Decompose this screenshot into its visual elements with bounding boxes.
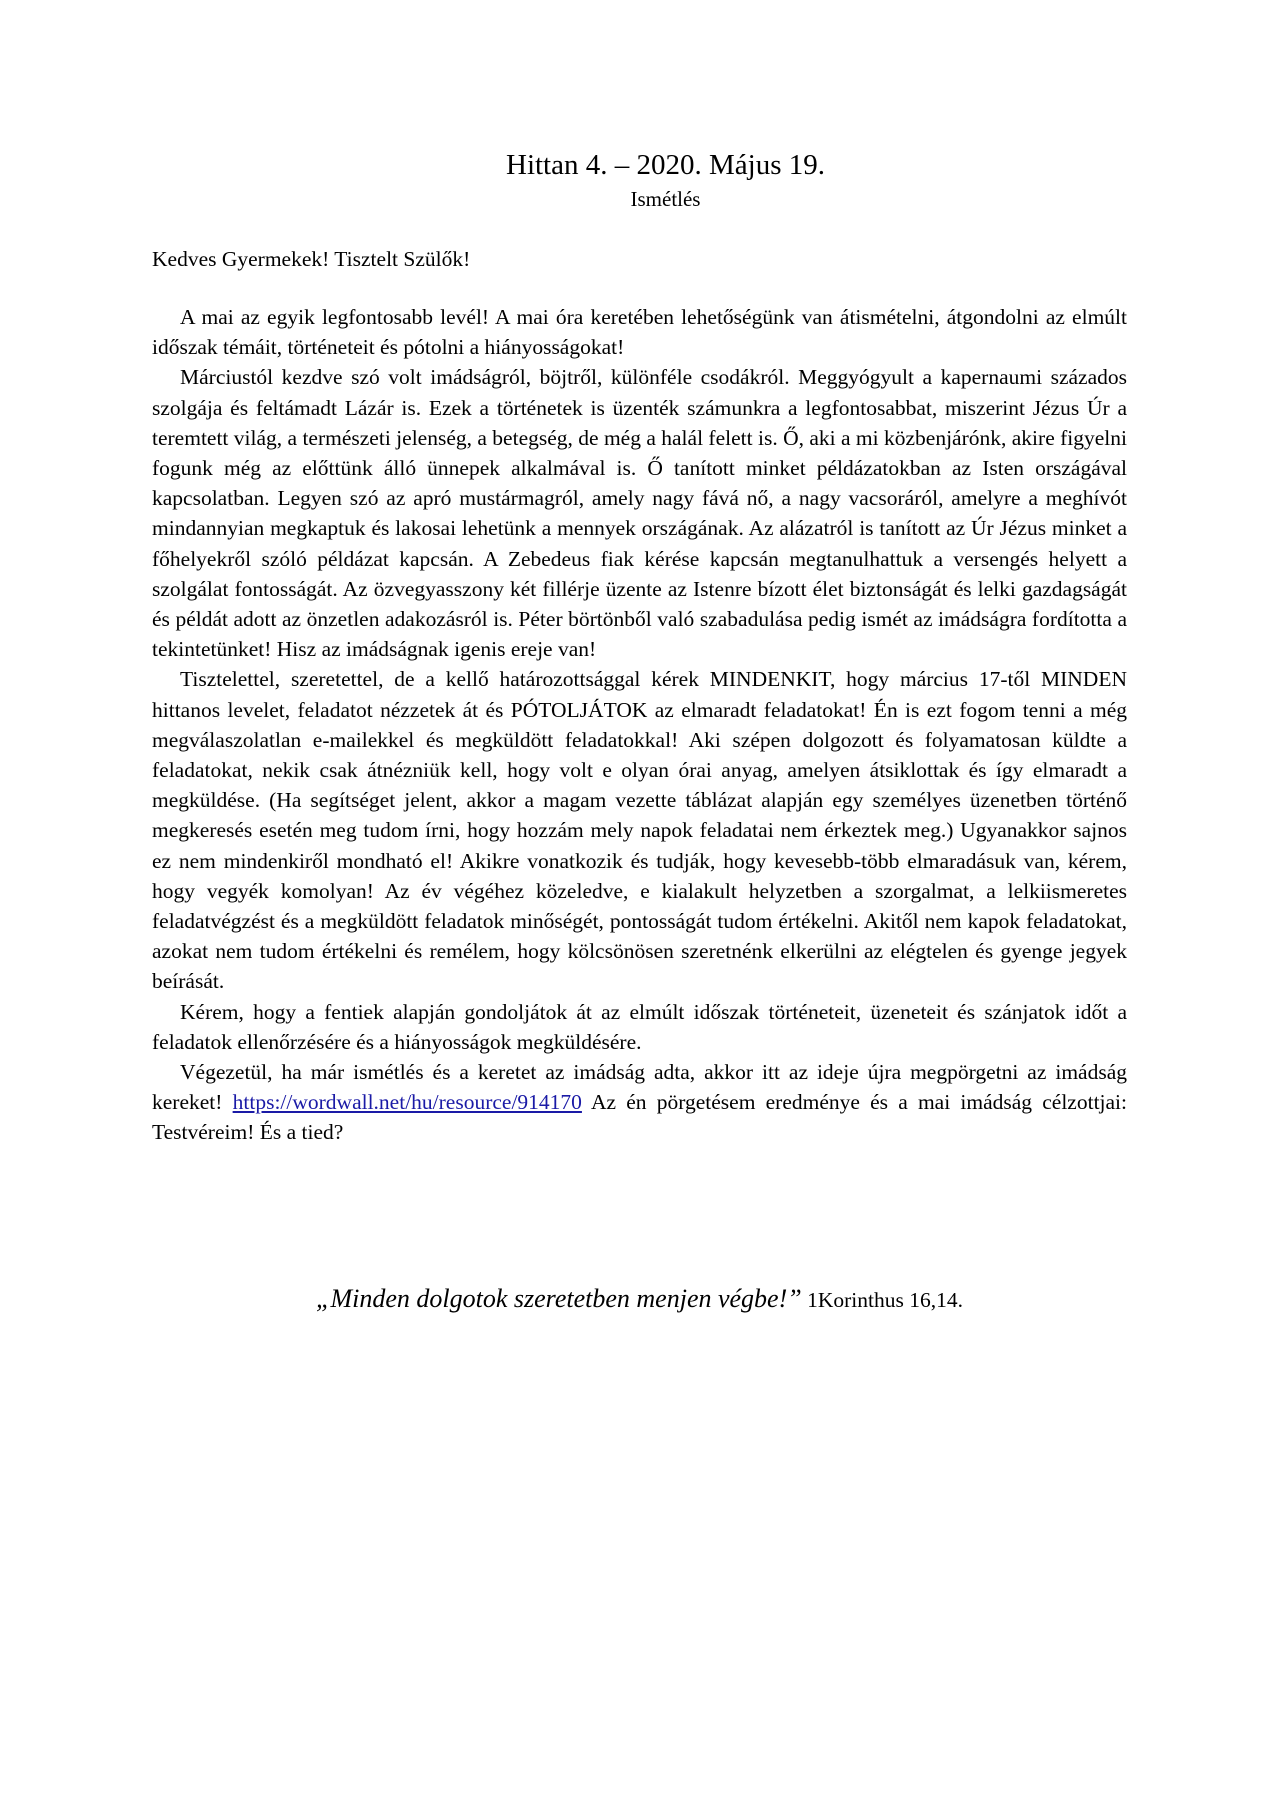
closing-text-before: Végezetül, ha már ismétlés és a keretet az imádság adta, akkor itt az ideje újra megpörgetni az imádság kereket! <box>152 1060 1127 1115</box>
quote-reference: 1Korinthus 16,14. <box>801 1288 963 1312</box>
document-title: Hittan 4. – 2020. Május 19. <box>506 149 825 181</box>
paragraph-reflection: Kérem, hogy a fentiek alapján gondoljátok át az elmúlt időszak történeteit, üzeneteit és szánjatok időt a feladatok ellenőrzésére és a hiányosságok megküldésére. <box>152 999 1127 1054</box>
paragraph-review: Márciustól kezdve szó volt imádságról, böjtről, különféle csodákról. Meggyógyult a kapernaumi százados szolgája és feltámadt Lázár is. Ezek a történetek is üzenték számunkra a legfontosabbat, miszerint Jézus Úr a teremtett világ, a természeti jelenség, a betegség, de még a halál felett is. Ő, aki a mi közbenjárónk, akire figyelni fogunk még az előttünk álló ünnepek alkalmával is. Ő tanított minket példázatokban az Isten országával kapcsolatban. Legyen szó az apró mustármagról, amely nagy fává nő, a nagy vacsoráról, amelyre a meghívót mindannyian megkaptuk és lakosai lehetünk a mennyek országának. Az alázatról is tanított az Úr Jézus minket a főhelyekről szóló példázat kapcsán. A Zebedeus fiak kérése kapcsán megtanulhattuk a versengés helyett a szolgálat fontosságát. Az özvegyasszony két fillérje üzente az Istenre bízott élet biztonságát és lelki gazdagságát és példát adott az önzetlen adakozásról is. Péter börtönből való szabadulása pedig ismét az imádságra fordította a tekintetünket! Hisz az imádságnak igenis ereje van! <box>152 365 1127 662</box>
greeting: Kedves Gyermekek! Tisztelt Szülők! <box>152 247 471 271</box>
closing-text-after: Az én pörgetésem eredménye és a mai imádság célzottjai: Testvéreim! És a tied? <box>152 1090 1128 1145</box>
wordwall-link[interactable]: https://wordwall.net/hu/resource/914170 <box>232 1090 582 1115</box>
bible-quote <box>152 1283 1127 1316</box>
quote-text: „Minden dolgotok szeretetben menjen végbe!” <box>316 1284 802 1313</box>
letter-body <box>152 302 1127 1148</box>
paragraph-intro: A mai az egyik legfontosabb levél! A mai óra keretében lehetőségünk van átismételni, átgondolni az elmúlt időszak témáit, történeteit és pótolni a hiányosságokat! <box>152 305 1127 360</box>
paragraph-request: Tisztelettel, szeretettel, de a kellő határozottsággal kérek MINDENKIT, hogy március 17-től MINDEN hittanos levelet, feladatot nézzetek át és PÓTOLJÁTOK az elmaradt feladatokat! Én is ezt fogom tenni a még megválaszolatlan e-mailekkel és megküldött feladatokkal! Aki szépen dolgozott és folyamatosan küldte a feladatokat, nekik csak átnézniük kell, hogy volt e olyan órai anyag, amelyen átsiklottak és így elmaradt a megküldése. (Ha segítséget jelent, akkor a magam vezette táblázat alapján egy személyes üzenetben történő megkeresés esetén meg tudom írni, hogy hozzám mely napok feladatai nem érkeztek meg.) Ugyanakkor sajnos ez nem mindenkiről mondható el! Akikre vonatkozik és tudják, hogy kevesebb-több elmaradásuk van, kérem, hogy vegyék komolyan! Az év végéhez közeledve, e kialakult helyzetben a szorgalmat, a lelkiismeretes feladatvégzést és a megküldött feladatok minőségét, pontosságát tudom értékelni. Akitől nem kapok feladatokat, azokat nem tudom értékelni és remélem, hogy kölcsönösen szeretnénk elkerülni az elégtelen és gyenge jegyek beírását. <box>152 667 1127 994</box>
document-subtitle: Ismétlés <box>630 187 701 211</box>
paragraph-closing <box>152 1057 1127 1148</box>
